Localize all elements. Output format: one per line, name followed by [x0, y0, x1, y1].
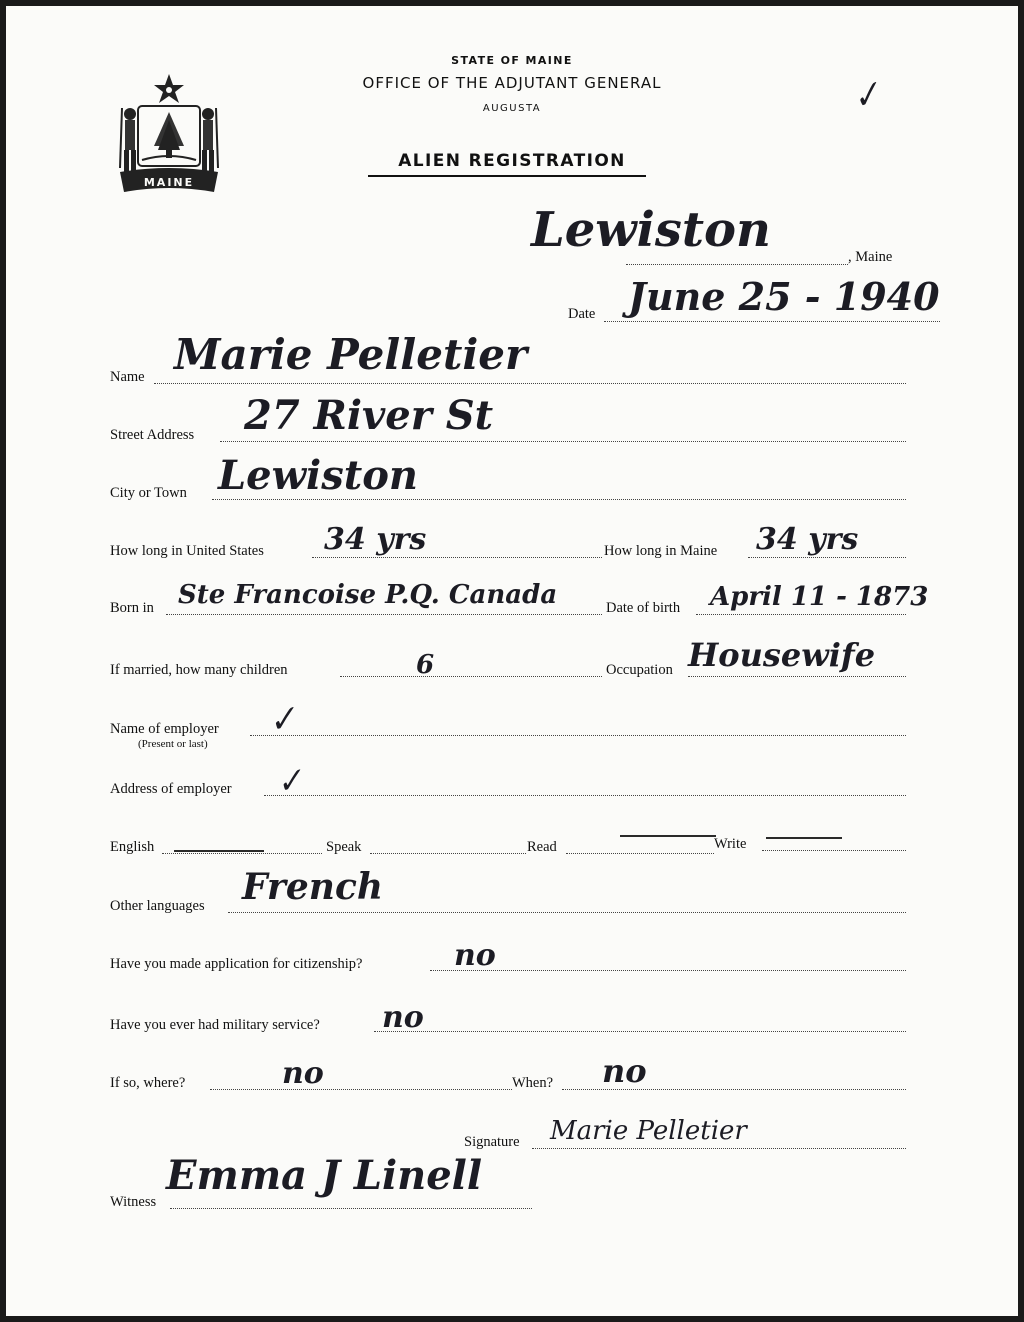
registration-form-page — [6, 6, 1018, 1316]
date-value: June 25 - 1940 — [628, 274, 940, 319]
other-languages-label: Other languages — [110, 898, 205, 914]
children-value: 6 — [416, 650, 435, 680]
citizenship-label: Have you made application for citizenship? — [110, 956, 363, 972]
witness-value: Emma J Linell — [166, 1152, 483, 1199]
english-label: English — [110, 839, 155, 855]
signature-label: Signature — [464, 1134, 520, 1150]
form-title: ALIEN REGISTRATION — [398, 151, 626, 171]
years-in-maine-value: 34 yrs — [756, 522, 859, 557]
employer-name-check: ✓ — [264, 697, 301, 743]
birthplace-label: Born in — [110, 600, 154, 616]
place-suffix-label: , Maine — [848, 249, 893, 265]
birthplace-value: Ste Francoise P.Q. Canada — [178, 580, 558, 610]
witness-label: Witness — [110, 1194, 157, 1210]
children-label: If married, how many children — [110, 662, 288, 678]
military-service-value: no — [382, 1000, 424, 1035]
english-dash-mark — [174, 850, 264, 852]
city-value: Lewiston — [218, 452, 418, 499]
read-label: Read — [527, 839, 557, 855]
military-service-label: Have you ever had military service? — [110, 1017, 320, 1033]
years-in-us-label: How long in United States — [110, 543, 264, 559]
corner-check-mark: ✓ — [846, 72, 886, 120]
employer-address-label: Address of employer — [110, 781, 232, 797]
employer-name-sublabel: (Present or last) — [138, 738, 208, 750]
date-of-birth-label: Date of birth — [606, 600, 681, 616]
write-label: Write — [714, 836, 747, 852]
street-address-value: 27 River St — [244, 392, 494, 439]
employer-name-label: Name of employer — [110, 721, 219, 737]
read-dash-mark — [620, 835, 716, 837]
signature-value: Marie Pelletier — [550, 1116, 747, 1146]
occupation-value: Housewife — [688, 636, 876, 674]
service-when-value: no — [602, 1052, 647, 1090]
service-where-label: If so, where? — [110, 1075, 186, 1091]
date-of-birth-value: April 11 - 1873 — [710, 582, 929, 612]
office-heading: OFFICE OF THE ADJUTANT GENERAL — [362, 74, 662, 92]
occupation-label: Occupation — [606, 662, 673, 678]
other-languages-value: French — [242, 866, 384, 908]
city-label: City or Town — [110, 485, 187, 501]
service-when-label: When? — [512, 1075, 554, 1091]
city-heading: AUGUSTA — [482, 103, 542, 114]
years-in-us-value: 34 yrs — [324, 522, 427, 557]
employer-address-check: ✓ — [272, 759, 307, 803]
state-heading: STATE OF MAINE — [451, 54, 573, 67]
place-value: Lewiston — [531, 202, 771, 258]
citizenship-value: no — [454, 938, 496, 973]
date-label: Date — [568, 306, 596, 322]
write-dash-mark — [766, 837, 842, 839]
years-in-maine-label: How long in Maine — [604, 543, 718, 559]
title-underline — [368, 175, 646, 177]
name-value: Marie Pelletier — [174, 330, 528, 379]
service-where-value: no — [282, 1056, 324, 1091]
street-address-label: Street Address — [110, 427, 195, 443]
speak-label: Speak — [326, 839, 362, 855]
name-label: Name — [110, 369, 145, 385]
seal-ribbon-text: MAINE — [143, 176, 195, 189]
